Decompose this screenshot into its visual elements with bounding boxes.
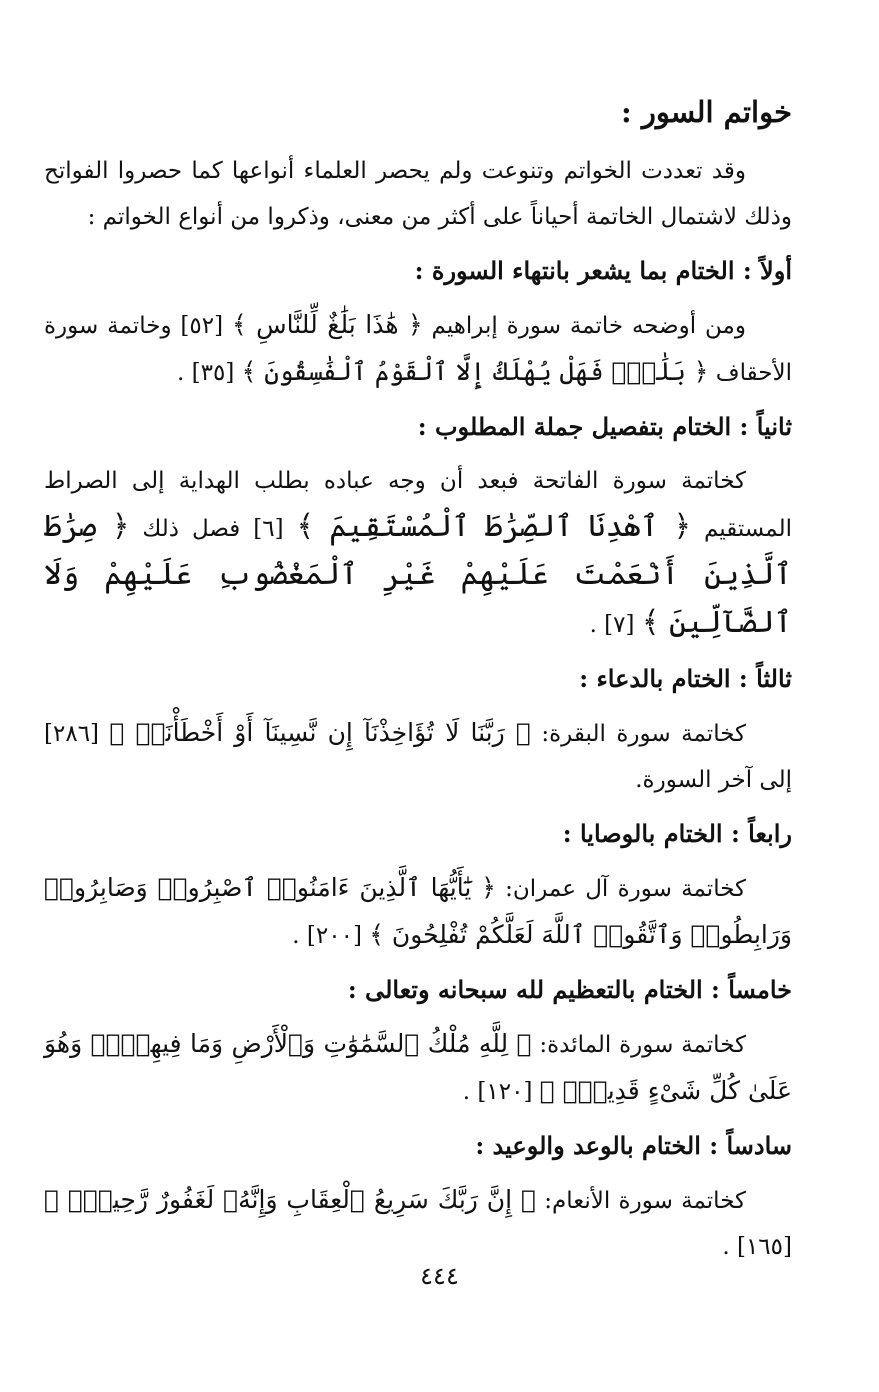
quran-verse: ﴿ صِرَٰطَ ٱلَّذِينَ أَنْعَمْتَ عَلَيْهِمْ غَيْرِ ٱلْمَغْضُوبِ عَلَيْهِمْ وَلَا ٱلضَّآلِّينَ ﴾ xyxy=(44,509,792,640)
quran-verse: ﴿ هَٰذَا بَلَٰغٌ لِّلنَّاسِ ﴾ xyxy=(231,310,423,339)
section-heading: أولاً : الختام بما يشعر بانتهاء السورة : xyxy=(414,256,792,285)
section-paragraph xyxy=(44,865,792,959)
paragraph-text: [٢٨٦] إلى آخر السورة. xyxy=(44,721,792,793)
quran-verse: ﴿ إِنَّ رَبَّكَ سَرِيعُ ٱلْعِقَابِ وَإِنَّهُۥ لَغَفُورٌ رَّحِيمٌۢ ﴾ xyxy=(44,1185,536,1214)
intro-paragraph: وقد تعددت الخواتم وتنوعت ولم يحصر العلماء أنواعها كما حصروا الفواتح وذلك لاشتمال الخاتمة أحياناً على أكثر من معنى، وذكروا من أنواع الخواتم : xyxy=(44,158,792,230)
paragraph-text: [٣٥] . xyxy=(176,360,242,386)
paragraph-text: [٢٠٠] . xyxy=(292,923,370,949)
quran-verse: ﴿ رَبَّنَا لَا تُؤَاخِذْنَآ إِن نَّسِينَآ أَوْ أَخْطَأْنَاۚ ﴾ xyxy=(109,718,531,747)
quran-verse: ﴿ يَٰٓأَيُّهَا ٱلَّذِينَ ءَامَنُوا۟ ٱصْبِرُوا۟ وَصَابِرُوا۟ وَرَابِطُوا۟ وَٱتَّقُوا۟ ٱللَّهَ لَعَلَّكُمْ تُفْلِحُونَ ﴾ xyxy=(44,873,792,949)
section-paragraph xyxy=(44,302,792,396)
page-number: ٤٤٤ xyxy=(420,1262,459,1290)
section-heading: ثالثاً : الختام بالدعاء : xyxy=(579,664,792,693)
paragraph-text: كخاتمة سورة آل عمران: xyxy=(495,876,747,902)
section-heading: ثانياً : الختام بتفصيل جملة المطلوب : xyxy=(417,412,792,441)
section-paragraph xyxy=(44,458,792,648)
section-title: خواتم السور : xyxy=(621,95,792,129)
paragraph-text: [١٦٥] . xyxy=(722,1234,792,1260)
paragraph-text: [٧] . xyxy=(589,612,642,638)
quran-verse: ﴿ بَلَٰغٌۚ فَهَلْ يُهْلَكُ إِلَّا ٱلْقَوْمُ ٱلْفَٰسِقُونَ ﴾ xyxy=(241,357,709,386)
paragraph-text: [٥٢] وخاتمة سورة الأحقاف xyxy=(44,313,792,386)
paragraph-text: [١٢٠] . xyxy=(462,1079,540,1105)
sections-container xyxy=(44,248,792,1270)
paragraph-text: ومن أوضحه خاتمة سورة إبراهيم xyxy=(422,313,746,339)
section-paragraph xyxy=(44,710,792,803)
quran-verse: ﴿ لِلَّهِ مُلْكُ ٱلسَّمَٰوَٰتِ وَٱلْأَرْضِ وَمَا فِيهِنَّۚ وَهُوَ عَلَىٰ كُلِّ شَىْءٍ قَدِيرٌۢ ﴾ xyxy=(44,1029,792,1105)
page-body xyxy=(44,92,792,1270)
section-paragraph xyxy=(44,1021,792,1115)
section-heading: خامساً : الختام بالتعظيم لله سبحانه وتعالى : xyxy=(347,975,792,1004)
paragraph-text: كخاتمة سورة البقرة: xyxy=(530,721,746,747)
paragraph-text: [٦] فصل ذلك xyxy=(129,516,297,542)
section-heading: رابعاً : الختام بالوصايا : xyxy=(562,819,792,848)
paragraph-text: كخاتمة سورة الأنعام: xyxy=(536,1188,746,1214)
section-paragraph xyxy=(44,1177,792,1270)
section-heading: سادساً : الختام بالوعد والوعيد : xyxy=(475,1131,792,1160)
paragraph-text: كخاتمة سورة الفاتحة فبعد أن وجه عباده بطلب الهداية إلى الصراط المستقيم xyxy=(44,468,792,542)
quran-verse: ﴿ ٱهْدِنَا ٱلصِّرَٰطَ ٱلْمُسْتَقِيمَ ﴾ xyxy=(296,509,692,544)
paragraph-text: كخاتمة سورة المائدة: xyxy=(531,1032,746,1058)
